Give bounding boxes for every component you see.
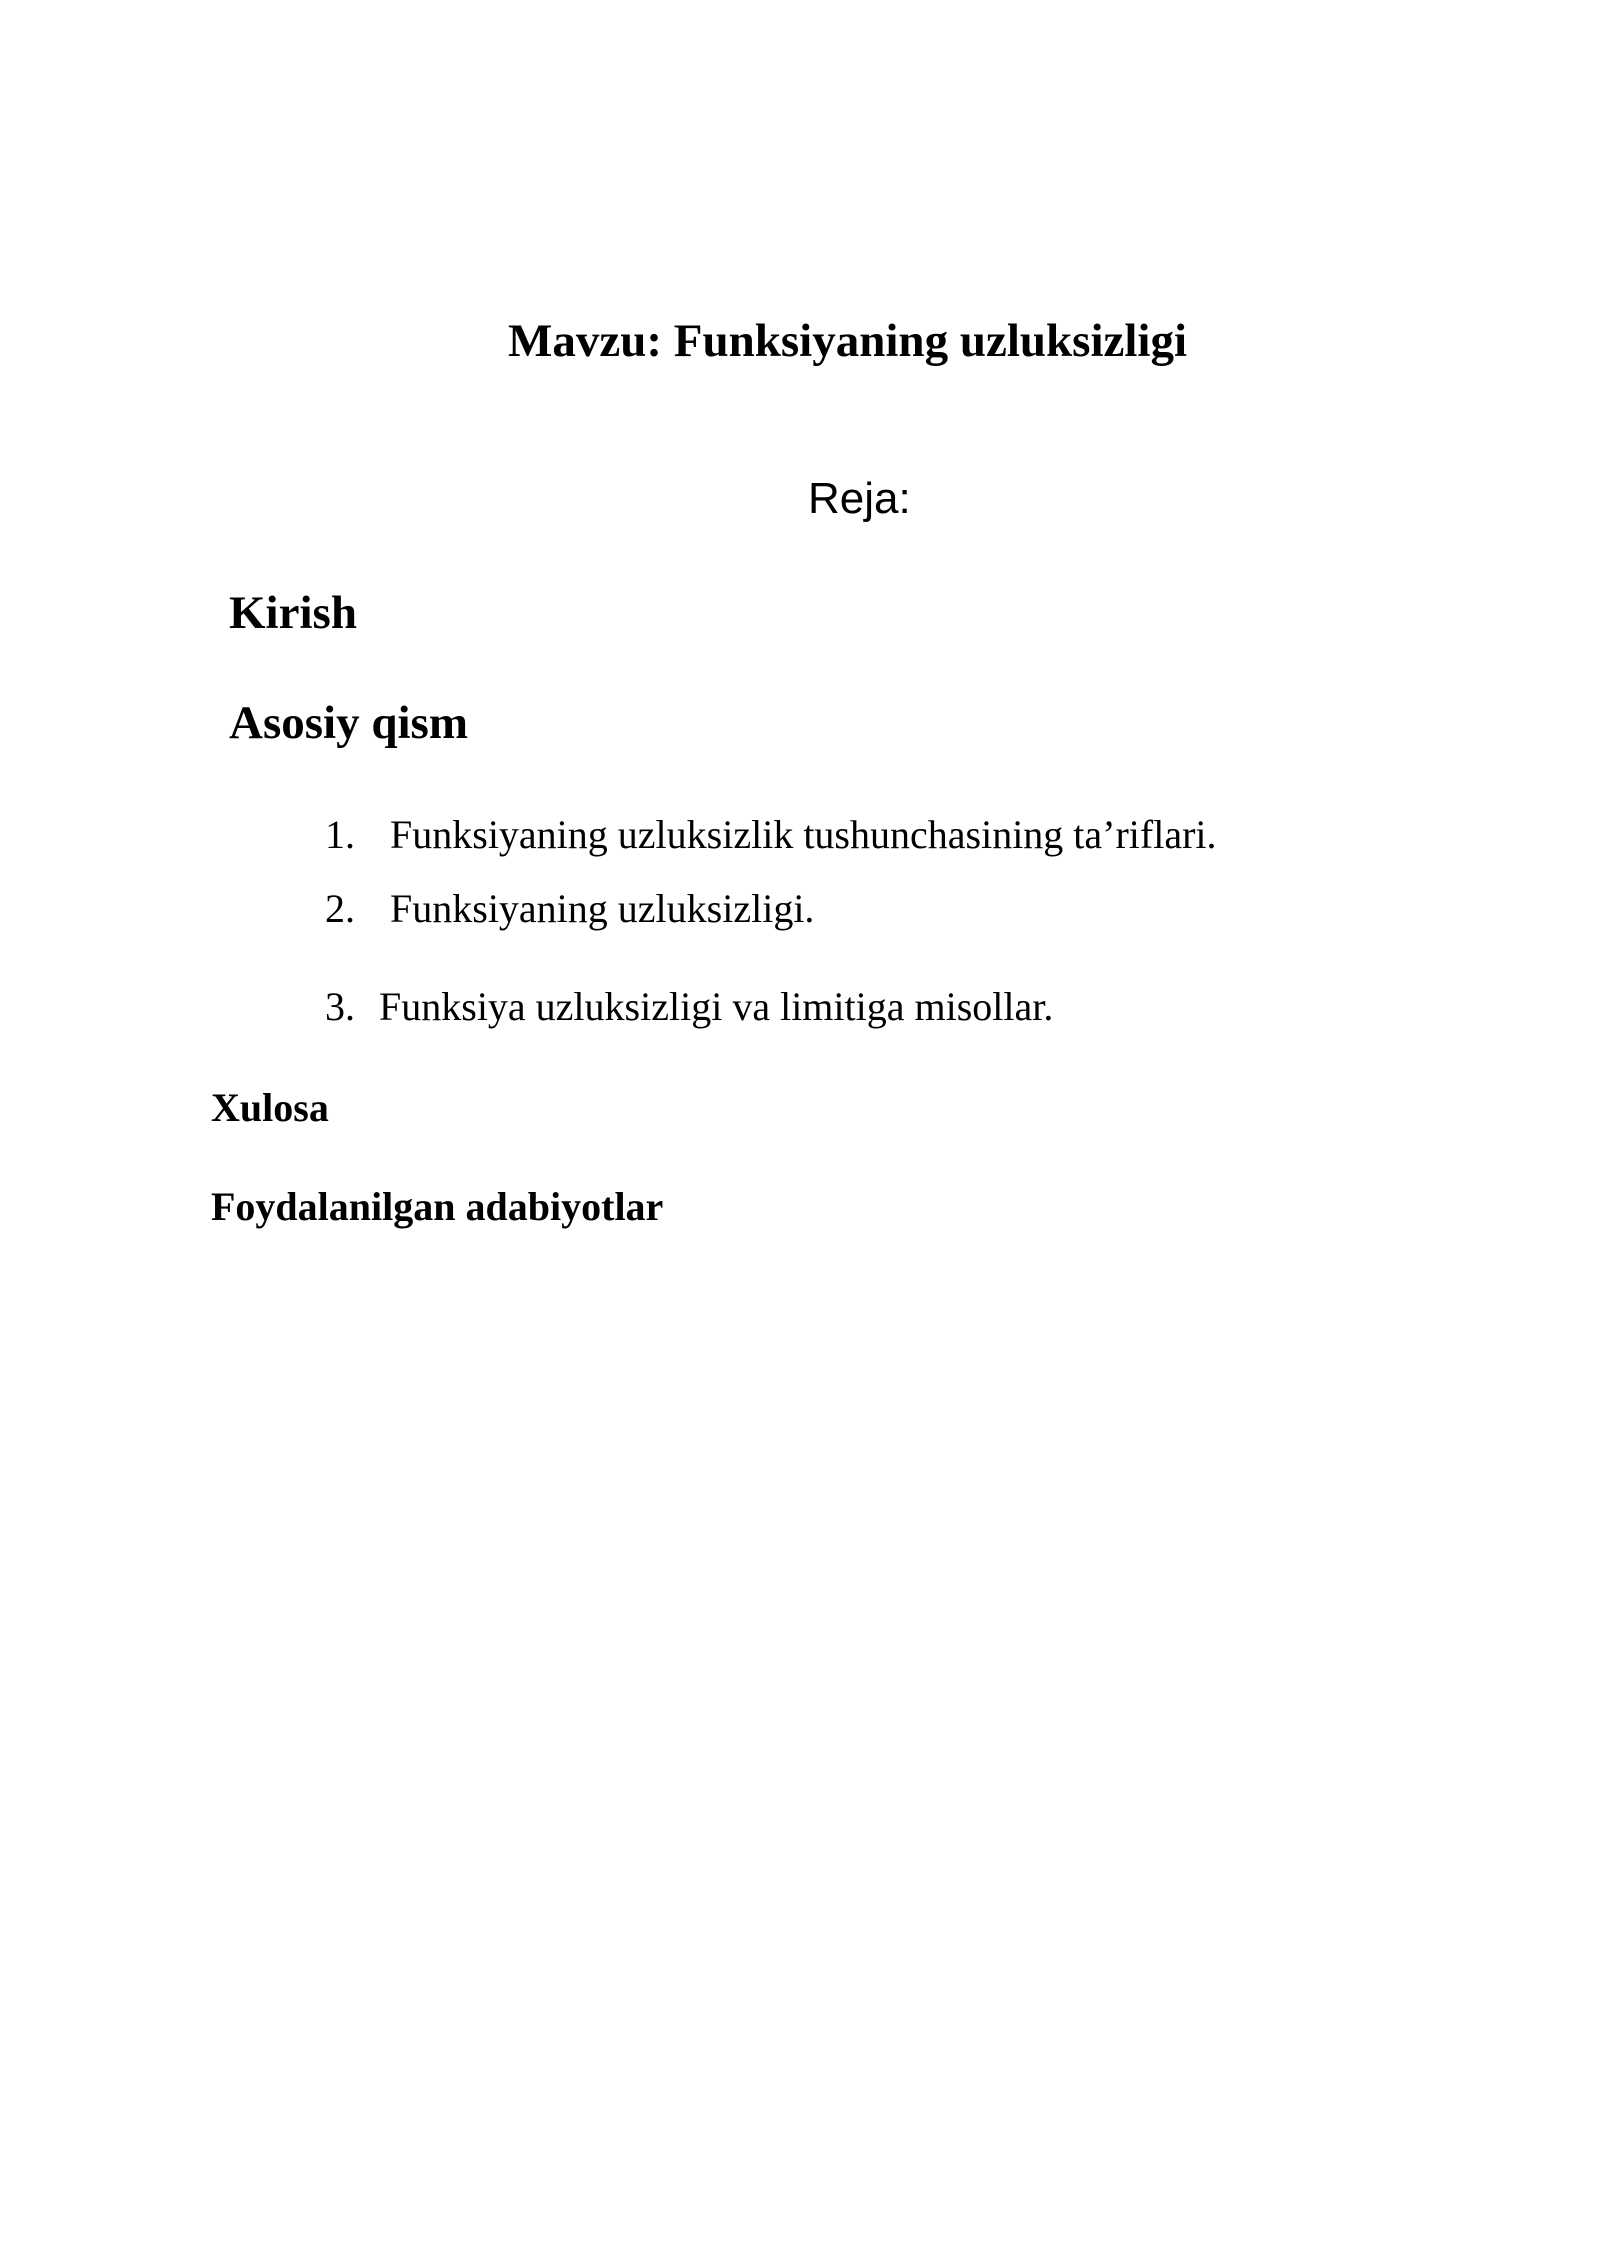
list-item-number: 2. [325, 886, 355, 931]
list-item-text: Funksiyaning uzluksizligi. [390, 886, 815, 931]
plan-list-item [325, 812, 1217, 857]
section-main: Asosiy qism [229, 697, 468, 749]
list-item-text: Funksiya uzluksizligi va limitiga misollar. [379, 984, 1054, 1029]
section-references: Foydalanilgan adabiyotlar [211, 1184, 664, 1229]
list-item-text: Funksiyaning uzluksizlik tushunchasining ta’riflari. [390, 812, 1217, 857]
list-item-number: 3. [325, 984, 355, 1029]
plan-list-item [325, 984, 1054, 1029]
section-conclusion: Xulosa [211, 1085, 329, 1130]
plan-heading: Reja: [808, 474, 911, 523]
document-title: Mavzu: Funksiyaning uzluksizligi [508, 315, 1188, 367]
section-intro: Kirish [229, 587, 357, 639]
list-item-number: 1. [325, 812, 355, 857]
plan-list-item [325, 886, 815, 931]
